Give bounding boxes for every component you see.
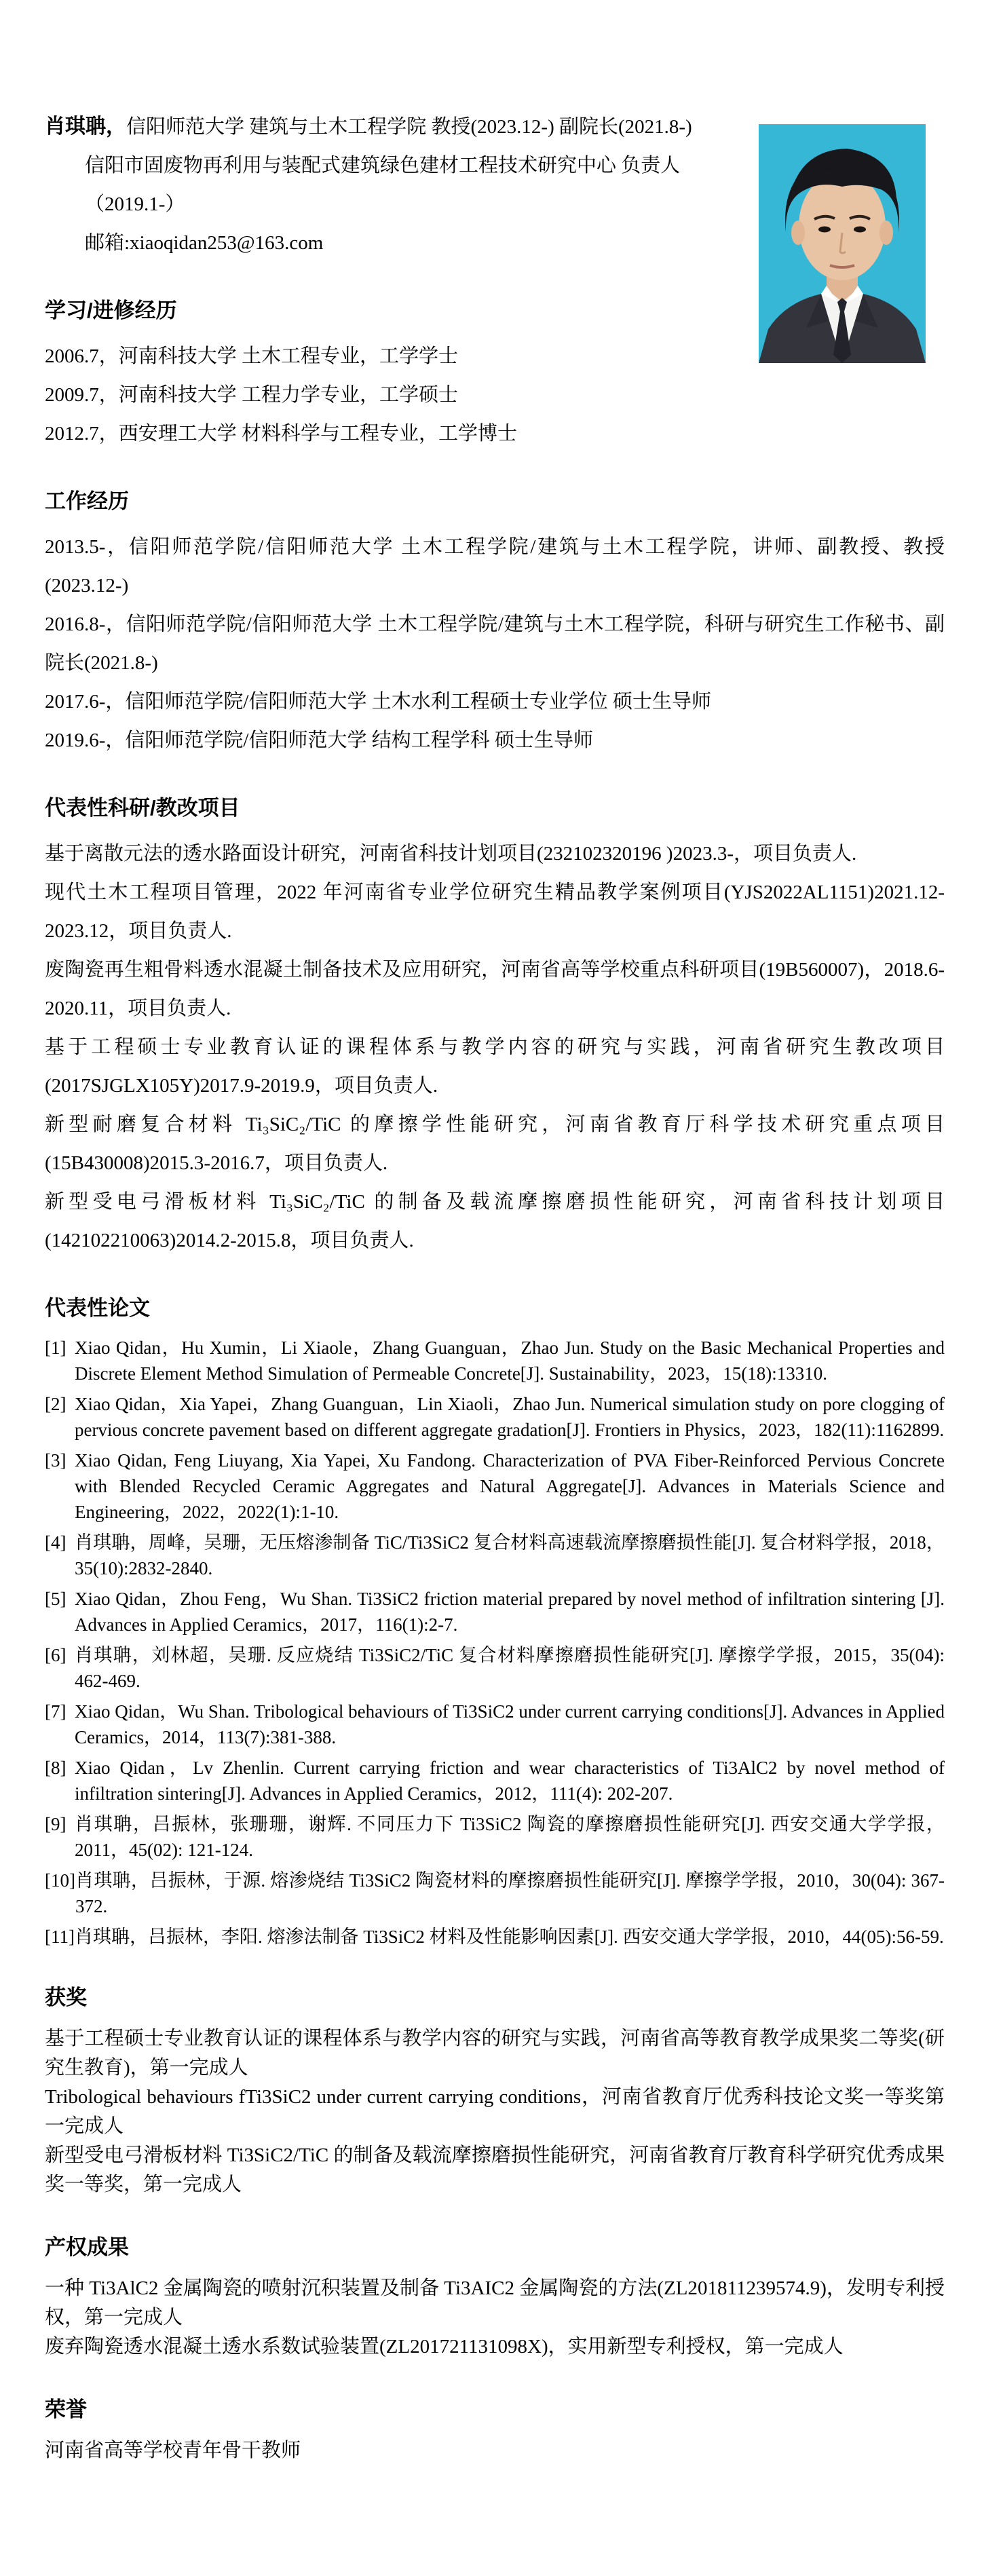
award-item: 基于工程硕士专业教育认证的课程体系与教学内容的研究与实践，河南省高等教育教学成果奖二等奖(研究生教育)，第一完成人 [45,2028,945,2079]
face-shape [799,172,886,280]
section-title-honors: 荣誉 [45,2398,87,2421]
paper-ref-label: [6] [45,1645,67,1665]
work-item: 2016.8-，信阳师范学院/信阳师范大学 土木工程学院/建筑与土木工程学院，科研与研究生工作秘书、副院长(2021.8-) [45,613,945,674]
ear-left [791,221,805,245]
research-center-line: 信阳市固废物再利用与装配式建筑绿色建材工程技术研究中心 负责人 [85,155,681,176]
paper-citation: 肖琪聃，吕振林，张珊珊，谢辉. 不同压力下 Ti3SiC2 陶瓷的摩擦磨损性能研究[J]. 西安交通大学学报，2011，45(02): 121-124. [75,1814,945,1860]
paper-item [45,1868,945,1919]
paper-item [45,1642,945,1694]
paper-item [45,1924,945,1950]
section-title-awards: 获奖 [45,1986,87,2009]
education-item: 2006.7，河南科技大学 土木工程专业，工学学士 [45,345,459,367]
profile-header [45,107,945,263]
section-title-projects: 代表性科研/教改项目 [45,796,240,820]
paper-ref-label: [10] [45,1870,75,1891]
paper-ref-label: [3] [45,1450,67,1471]
patent-item: 一种 Ti3AlC2 金属陶瓷的喷射沉积装置及制备 Ti3AIC2 金属陶瓷的方法(ZL201811239574.9)，发明专利授权，第一完成人 [45,2277,945,2328]
project-item: 废陶瓷再生粗骨料透水混凝土制备技术及应用研究，河南省高等学校重点科研项目(19B560007)，2018.6-2020.11，项目负责人. [45,959,945,1019]
section-work [45,485,945,760]
project-item: 基于离散元法的透水路面设计研究，河南省科技计划项目(232102320196 )2023.3-，项目负责人. [45,843,857,865]
profile-line-1 [45,107,751,147]
paper-ref-label: [5] [45,1589,67,1609]
paper-citation: Xiao Qidan, Feng Liuyang, Xia Yapei, Xu Fandong. Characterization of PVA Fiber-Reinforced Pervious Concrete with Blended Recycled Ceramic Aggregates and Natural Aggregate[J]. Advances in Materials Science and Engineering，2022，2022(1):1-10. [75,1450,945,1522]
affiliation-text: 信阳师范大学 建筑与土木工程学院 教授(2023.12-) 副院长(2021.8-) [126,116,692,138]
section-title-work: 工作经历 [45,489,129,513]
paper-item [45,1391,945,1443]
project-item: 基于工程硕士专业教育认证的课程体系与教学内容的研究与实践，河南省研究生教改项目(2017SJGLX105Y)2017.9-2019.9，项目负责人. [45,1036,945,1097]
profile-photo [759,124,926,363]
section-projects [45,791,945,1260]
section-honors [45,2393,945,2465]
paper-ref-label: [7] [45,1701,67,1722]
eye-left [818,227,831,233]
paper-item [45,1811,945,1863]
paper-citation: 肖琪聃，吕振林，于源. 熔渗烧结 Ti3SiC2 陶瓷材料的摩擦磨损性能研究[J]. 摩擦学学报，2010，30(04): 367-372. [75,1870,945,1916]
work-item: 2013.5-，信阳师范学院/信阳师范大学 土木工程学院/建筑与土木工程学院，讲师、副教授、教授(2023.12-) [45,536,945,596]
research-center-dates: （2019.1-） [85,193,185,215]
honor-item: 河南省高等学校青年骨干教师 [45,2440,301,2461]
education-item: 2012.7，西安理工大学 材料科学与工程专业，工学博士 [45,423,518,444]
paper-citation: 肖琪聃，吕振林，李阳. 熔渗法制备 Ti3SiC2 材料及性能影响因素[J]. 西安交通大学学报，2010，44(05):56-59. [75,1927,944,1947]
paper-citation: 肖琪聃，周峰，吴珊，无压熔渗制备 TiC/Ti3SiC2 复合材料高速载流摩擦磨损性能[J]. 复合材料学报，2018，35(10):2832-2840. [75,1532,945,1578]
paper-ref-label: [2] [45,1394,67,1414]
paper-ref-label: [11] [45,1927,75,1947]
paper-citation: Xiao Qidan，Wu Shan. Tribological behaviours of Ti3SiC2 under current carrying conditions[J]. Advances in Applied Ceramics，2014，113(7):381-388. [75,1701,945,1747]
paper-ref-label: [4] [45,1532,67,1553]
award-item: 新型受电弓滑板材料 Ti3SiC2/TiC 的制备及载流摩擦磨损性能研究，河南省教育厅教育科学研究优秀成果奖一等奖，第一完成人 [45,2144,945,2195]
project-item: 新型受电弓滑板材料 Ti₃SiC₂/TiC 的制备及载流摩擦磨损性能研究，河南省科技计划项目(142102210063)2014.2-2015.8，项目负责人. [45,1191,945,1251]
work-item: 2019.6-，信阳师范学院/信阳师范大学 结构工程学科 硕士生导师 [45,730,593,751]
profile-text-block [45,107,751,263]
section-title-education: 学习/进修经历 [45,299,177,322]
paper-citation: Xiao Qidan，Lv Zhenlin. Current carrying friction and wear characteristics of Ti3AlC2 by novel method of infiltration sintering[J]. Advances in Applied Ceramics，2012，111(4): 202-207. [75,1758,945,1804]
education-item: 2009.7，河南科技大学 工程力学专业，工学硕士 [45,384,459,406]
patent-item: 废弃陶瓷透水混凝土透水系数试验装置(ZL201721131098X)，实用新型专利授权，第一完成人 [45,2336,844,2357]
award-item: Tribological behaviours fTi3SiC2 under current carrying conditions，河南省教育厅优秀科技论文奖一等奖第一完成人 [45,2086,945,2137]
project-item: 现代土木工程项目管理，2022 年河南省专业学位研究生精品教学案例项目(YJS2022AL1151)2021.12-2023.12，项目负责人. [45,882,945,942]
section-title-patents: 产权成果 [45,2235,129,2259]
paper-ref-label: [9] [45,1814,67,1834]
paper-citation: Xiao Qidan，Zhou Feng，Wu Shan. Ti3SiC2 friction material prepared by novel method of infiltration sintering [J]. Advances in Applied Ceramics，2017，116(1):2-7. [75,1589,945,1635]
paper-ref-label: [8] [45,1758,67,1778]
paper-item [45,1335,945,1386]
paper-ref-label: [1] [45,1338,67,1358]
paper-citation: Xiao Qidan，Xia Yapei，Zhang Guanguan，Lin Xiaoli，Zhao Jun. Numerical simulation study on pore clogging of pervious concrete pavement based on different aggregate gradation[J]. Frontiers in Physics，2023，182(11):1162899. [75,1394,945,1440]
eye-right [854,227,866,233]
paper-item [45,1586,945,1637]
paper-citation: Xiao Qidan，Hu Xumin，Li Xiaole，Zhang Guanguan，Zhao Jun. Study on the Basic Mechanical Properties and Discrete Element Method Simulation of Permeable Concrete[J]. Sustainability，2023，15(18):13310. [75,1338,945,1384]
person-name: 肖琪聃， [45,115,126,138]
paper-item [45,1530,945,1581]
section-papers [45,1291,945,1950]
email-text: 邮箱:xiaoqidan253@163.com [85,232,324,254]
portrait-photo-image [759,124,926,363]
paper-item [45,1699,945,1750]
section-title-papers: 代表性论文 [45,1296,150,1320]
project-item: 新型耐磨复合材料 Ti₃SiC₂/TiC 的摩擦学性能研究，河南省教育厅科学技术研究重点项目(15B430008)2015.3-2016.7，项目负责人. [45,1114,945,1174]
section-awards [45,1981,945,2199]
section-patents [45,2231,945,2362]
work-item: 2017.6-，信阳师范学院/信阳师范大学 土木水利工程硕士专业学位 硕士生导师 [45,691,711,713]
paper-item [45,1447,945,1525]
paper-item [45,1755,945,1806]
ear-right [879,221,893,245]
paper-citation: 肖琪聃，刘林超，吴珊. 反应烧结 Ti3SiC2/TiC 复合材料摩擦磨损性能研究[J]. 摩擦学学报，2015，35(04): 462-469. [75,1645,945,1691]
